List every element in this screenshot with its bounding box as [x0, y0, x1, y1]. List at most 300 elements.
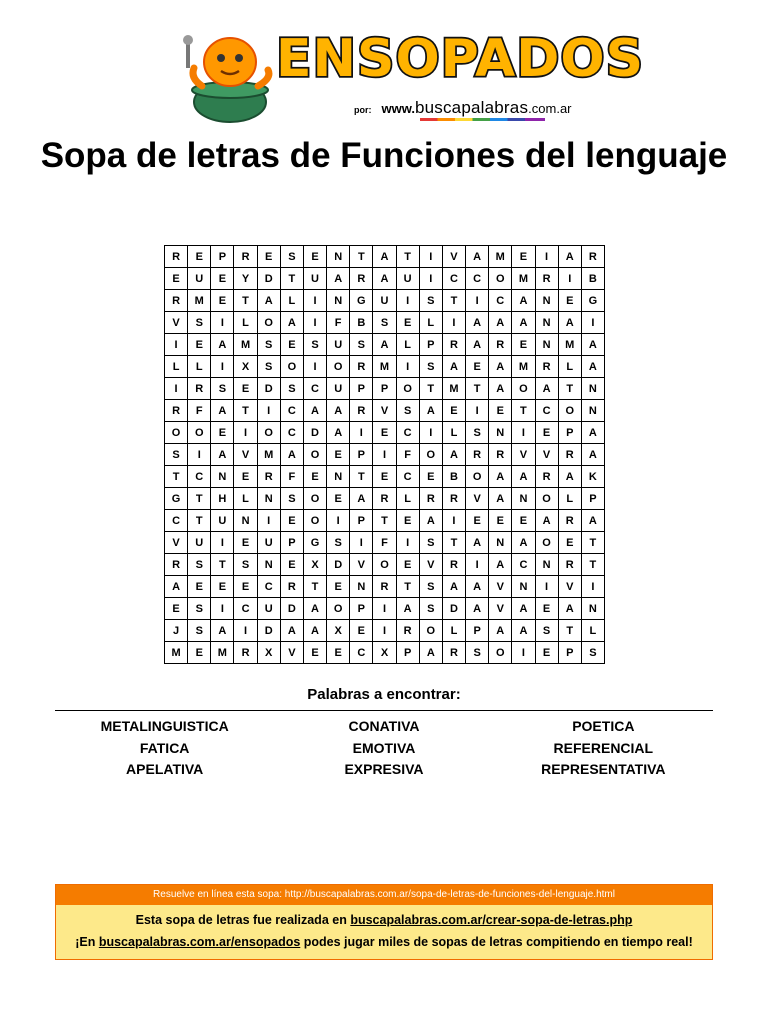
grid-cell[interactable]: A — [211, 444, 234, 466]
grid-cell[interactable]: R — [165, 400, 188, 422]
grid-cell[interactable]: A — [489, 488, 512, 510]
grid-cell[interactable]: E — [234, 532, 257, 554]
create-puzzle-link[interactable]: buscapalabras.com.ar/crear-sopa-de-letras.php — [350, 913, 633, 927]
grid-cell[interactable]: A — [350, 488, 373, 510]
grid-cell[interactable]: V — [489, 598, 512, 620]
grid-cell[interactable]: A — [396, 598, 419, 620]
grid-cell[interactable]: A — [581, 510, 604, 532]
grid-cell[interactable]: A — [512, 290, 535, 312]
grid-cell[interactable]: V — [373, 400, 396, 422]
grid-cell[interactable]: O — [303, 510, 326, 532]
grid-cell[interactable]: I — [442, 510, 465, 532]
grid-cell[interactable]: E — [234, 378, 257, 400]
grid-cell[interactable]: T — [419, 378, 442, 400]
grid-cell[interactable]: A — [280, 620, 303, 642]
grid-cell[interactable]: T — [558, 620, 581, 642]
grid-cell[interactable]: A — [327, 422, 350, 444]
grid-cell[interactable]: N — [489, 532, 512, 554]
grid-cell[interactable]: O — [165, 422, 188, 444]
grid-cell[interactable]: U — [373, 290, 396, 312]
grid-cell[interactable]: N — [581, 598, 604, 620]
grid-cell[interactable]: S — [234, 554, 257, 576]
grid-cell[interactable]: M — [512, 268, 535, 290]
grid-cell[interactable]: A — [581, 444, 604, 466]
grid-cell[interactable]: O — [327, 356, 350, 378]
grid-cell[interactable]: A — [442, 356, 465, 378]
grid-cell[interactable]: P — [466, 620, 489, 642]
grid-cell[interactable]: N — [512, 576, 535, 598]
grid-cell[interactable]: X — [303, 554, 326, 576]
grid-cell[interactable]: C — [535, 400, 558, 422]
grid-cell[interactable]: C — [396, 466, 419, 488]
grid-cell[interactable]: T — [350, 466, 373, 488]
grid-cell[interactable]: A — [466, 598, 489, 620]
grid-cell[interactable]: R — [442, 554, 465, 576]
grid-cell[interactable]: I — [350, 422, 373, 444]
grid-cell[interactable]: E — [512, 334, 535, 356]
grid-cell[interactable]: S — [165, 444, 188, 466]
grid-cell[interactable]: C — [442, 268, 465, 290]
grid-cell[interactable]: X — [327, 620, 350, 642]
grid-cell[interactable]: R — [350, 268, 373, 290]
grid-cell[interactable]: T — [396, 576, 419, 598]
ensopados-link[interactable]: buscapalabras.com.ar/ensopados — [98, 935, 301, 949]
grid-cell[interactable]: U — [257, 598, 280, 620]
grid-cell[interactable]: M — [558, 334, 581, 356]
grid-cell[interactable]: S — [257, 334, 280, 356]
grid-cell[interactable]: N — [535, 312, 558, 334]
grid-cell[interactable]: C — [280, 422, 303, 444]
grid-cell[interactable]: X — [234, 356, 257, 378]
grid-cell[interactable]: N — [257, 488, 280, 510]
grid-cell[interactable]: I — [303, 290, 326, 312]
grid-cell[interactable]: N — [327, 246, 350, 268]
grid-cell[interactable]: E — [535, 422, 558, 444]
grid-cell[interactable]: A — [466, 334, 489, 356]
grid-cell[interactable]: R — [489, 444, 512, 466]
grid-cell[interactable]: E — [350, 620, 373, 642]
grid-cell[interactable]: A — [581, 422, 604, 444]
grid-cell[interactable]: E — [489, 510, 512, 532]
grid-cell[interactable]: A — [327, 268, 350, 290]
grid-cell[interactable]: E — [466, 510, 489, 532]
grid-cell[interactable]: V — [558, 576, 581, 598]
grid-cell[interactable]: V — [466, 488, 489, 510]
grid-cell[interactable]: L — [165, 356, 188, 378]
grid-cell[interactable]: X — [257, 642, 280, 664]
grid-cell[interactable]: V — [350, 554, 373, 576]
grid-cell[interactable]: R — [442, 488, 465, 510]
grid-cell[interactable]: T — [396, 246, 419, 268]
grid-cell[interactable]: I — [466, 400, 489, 422]
grid-cell[interactable]: T — [234, 400, 257, 422]
grid-cell[interactable]: R — [280, 576, 303, 598]
grid-cell[interactable]: R — [188, 378, 211, 400]
grid-cell[interactable]: I — [396, 356, 419, 378]
grid-cell[interactable]: I — [234, 620, 257, 642]
grid-cell[interactable]: I — [257, 510, 280, 532]
grid-cell[interactable]: L — [558, 488, 581, 510]
grid-cell[interactable]: U — [327, 378, 350, 400]
grid-cell[interactable]: I — [350, 532, 373, 554]
grid-cell[interactable]: C — [512, 554, 535, 576]
grid-cell[interactable]: G — [350, 290, 373, 312]
grid-cell[interactable]: E — [211, 268, 234, 290]
grid-cell[interactable]: I — [373, 620, 396, 642]
grid-cell[interactable]: U — [257, 532, 280, 554]
grid-cell[interactable]: E — [489, 400, 512, 422]
grid-cell[interactable]: O — [280, 356, 303, 378]
grid-cell[interactable]: F — [396, 444, 419, 466]
grid-cell[interactable]: A — [535, 378, 558, 400]
grid-cell[interactable]: C — [489, 290, 512, 312]
grid-cell[interactable]: V — [442, 246, 465, 268]
grid-cell[interactable]: D — [257, 378, 280, 400]
grid-cell[interactable]: R — [234, 642, 257, 664]
grid-cell[interactable]: J — [165, 620, 188, 642]
grid-cell[interactable]: E — [373, 466, 396, 488]
grid-cell[interactable]: T — [581, 554, 604, 576]
grid-cell[interactable]: Y — [234, 268, 257, 290]
grid-cell[interactable]: P — [396, 642, 419, 664]
grid-cell[interactable]: O — [512, 378, 535, 400]
grid-cell[interactable]: M — [257, 444, 280, 466]
grid-cell[interactable]: P — [419, 334, 442, 356]
grid-cell[interactable]: S — [350, 334, 373, 356]
grid-cell[interactable]: E — [280, 510, 303, 532]
grid-cell[interactable]: D — [257, 620, 280, 642]
grid-cell[interactable]: E — [188, 642, 211, 664]
grid-cell[interactable]: A — [280, 444, 303, 466]
grid-cell[interactable]: E — [211, 422, 234, 444]
grid-cell[interactable]: R — [373, 576, 396, 598]
grid-cell[interactable]: S — [373, 312, 396, 334]
grid-cell[interactable]: A — [466, 576, 489, 598]
grid-cell[interactable]: I — [419, 422, 442, 444]
grid-cell[interactable]: O — [303, 444, 326, 466]
grid-cell[interactable]: A — [512, 532, 535, 554]
grid-cell[interactable]: I — [211, 598, 234, 620]
grid-cell[interactable]: L — [234, 488, 257, 510]
grid-cell[interactable]: I — [419, 246, 442, 268]
grid-cell[interactable]: E — [558, 532, 581, 554]
grid-cell[interactable]: L — [280, 290, 303, 312]
grid-cell[interactable]: P — [558, 642, 581, 664]
grid-cell[interactable]: R — [165, 554, 188, 576]
grid-cell[interactable]: I — [234, 422, 257, 444]
grid-cell[interactable]: I — [373, 444, 396, 466]
grid-cell[interactable]: C — [257, 576, 280, 598]
grid-cell[interactable]: R — [535, 268, 558, 290]
grid-cell[interactable]: R — [466, 444, 489, 466]
grid-cell[interactable]: A — [303, 598, 326, 620]
grid-cell[interactable]: I — [581, 312, 604, 334]
grid-cell[interactable]: V — [535, 444, 558, 466]
grid-cell[interactable]: I — [257, 400, 280, 422]
grid-cell[interactable]: T — [165, 466, 188, 488]
grid-cell[interactable]: E — [234, 576, 257, 598]
grid-cell[interactable]: R — [489, 334, 512, 356]
grid-cell[interactable]: A — [280, 312, 303, 334]
grid-cell[interactable]: A — [257, 290, 280, 312]
grid-cell[interactable]: T — [442, 290, 465, 312]
grid-cell[interactable]: S — [188, 620, 211, 642]
grid-cell[interactable]: N — [350, 576, 373, 598]
grid-cell[interactable]: T — [512, 400, 535, 422]
grid-cell[interactable]: N — [512, 488, 535, 510]
grid-cell[interactable]: M — [512, 356, 535, 378]
grid-cell[interactable]: O — [257, 312, 280, 334]
grid-cell[interactable]: S — [419, 576, 442, 598]
grid-cell[interactable]: M — [442, 378, 465, 400]
grid-cell[interactable]: S — [280, 378, 303, 400]
grid-cell[interactable]: V — [489, 576, 512, 598]
grid-cell[interactable]: V — [165, 532, 188, 554]
grid-cell[interactable]: R — [535, 466, 558, 488]
grid-cell[interactable]: M — [373, 356, 396, 378]
grid-cell[interactable]: H — [211, 488, 234, 510]
grid-cell[interactable]: A — [466, 312, 489, 334]
grid-cell[interactable]: S — [280, 246, 303, 268]
grid-cell[interactable]: S — [257, 356, 280, 378]
grid-cell[interactable]: A — [512, 466, 535, 488]
grid-cell[interactable]: I — [211, 356, 234, 378]
grid-cell[interactable]: K — [581, 466, 604, 488]
grid-cell[interactable]: S — [327, 532, 350, 554]
grid-cell[interactable]: A — [558, 312, 581, 334]
grid-cell[interactable]: F — [373, 532, 396, 554]
grid-cell[interactable]: P — [558, 422, 581, 444]
grid-cell[interactable]: S — [419, 356, 442, 378]
grid-cell[interactable]: C — [280, 400, 303, 422]
grid-cell[interactable]: A — [442, 444, 465, 466]
grid-cell[interactable]: C — [188, 466, 211, 488]
grid-cell[interactable]: I — [512, 642, 535, 664]
grid-cell[interactable]: A — [558, 246, 581, 268]
grid-cell[interactable]: O — [396, 378, 419, 400]
grid-cell[interactable]: O — [489, 642, 512, 664]
grid-cell[interactable]: C — [165, 510, 188, 532]
grid-cell[interactable]: P — [373, 378, 396, 400]
grid-cell[interactable]: R — [419, 488, 442, 510]
grid-cell[interactable]: U — [211, 510, 234, 532]
grid-cell[interactable]: T — [442, 532, 465, 554]
grid-cell[interactable]: A — [489, 466, 512, 488]
grid-cell[interactable]: A — [373, 246, 396, 268]
grid-cell[interactable]: P — [350, 444, 373, 466]
grid-cell[interactable]: P — [350, 598, 373, 620]
grid-cell[interactable]: R — [558, 510, 581, 532]
grid-cell[interactable]: O — [327, 598, 350, 620]
grid-cell[interactable]: L — [558, 356, 581, 378]
grid-cell[interactable]: A — [419, 510, 442, 532]
grid-cell[interactable]: I — [466, 554, 489, 576]
grid-cell[interactable]: T — [211, 554, 234, 576]
grid-cell[interactable]: A — [581, 356, 604, 378]
grid-cell[interactable]: A — [211, 620, 234, 642]
grid-cell[interactable]: O — [419, 620, 442, 642]
grid-cell[interactable]: N — [581, 378, 604, 400]
grid-cell[interactable]: U — [327, 334, 350, 356]
grid-cell[interactable]: O — [489, 268, 512, 290]
grid-cell[interactable]: N — [489, 422, 512, 444]
grid-cell[interactable]: R — [165, 246, 188, 268]
grid-cell[interactable]: I — [303, 312, 326, 334]
grid-cell[interactable]: C — [396, 422, 419, 444]
grid-cell[interactable]: A — [558, 466, 581, 488]
grid-cell[interactable]: N — [535, 554, 558, 576]
grid-cell[interactable]: I — [581, 576, 604, 598]
grid-cell[interactable]: R — [350, 356, 373, 378]
grid-cell[interactable]: I — [396, 532, 419, 554]
grid-cell[interactable]: A — [419, 642, 442, 664]
grid-cell[interactable]: S — [419, 290, 442, 312]
grid-cell[interactable]: S — [303, 334, 326, 356]
grid-cell[interactable]: T — [466, 378, 489, 400]
grid-cell[interactable]: I — [165, 334, 188, 356]
grid-cell[interactable]: L — [234, 312, 257, 334]
grid-cell[interactable]: R — [442, 334, 465, 356]
grid-cell[interactable]: S — [188, 554, 211, 576]
grid-cell[interactable]: S — [535, 620, 558, 642]
grid-cell[interactable]: I — [188, 444, 211, 466]
grid-cell[interactable]: A — [489, 378, 512, 400]
grid-cell[interactable]: A — [466, 246, 489, 268]
grid-cell[interactable]: P — [350, 378, 373, 400]
grid-cell[interactable]: T — [373, 510, 396, 532]
grid-cell[interactable]: T — [280, 268, 303, 290]
grid-cell[interactable]: A — [211, 400, 234, 422]
grid-cell[interactable]: E — [327, 642, 350, 664]
grid-cell[interactable]: U — [396, 268, 419, 290]
grid-cell[interactable]: E — [211, 290, 234, 312]
grid-cell[interactable]: S — [581, 642, 604, 664]
grid-cell[interactable]: S — [419, 598, 442, 620]
grid-cell[interactable]: I — [396, 290, 419, 312]
grid-cell[interactable]: S — [280, 488, 303, 510]
grid-cell[interactable]: E — [512, 510, 535, 532]
grid-cell[interactable]: I — [535, 576, 558, 598]
grid-cell[interactable]: E — [280, 554, 303, 576]
grid-cell[interactable]: E — [257, 246, 280, 268]
grid-cell[interactable]: A — [512, 598, 535, 620]
grid-cell[interactable]: N — [234, 510, 257, 532]
grid-cell[interactable]: A — [303, 620, 326, 642]
grid-cell[interactable]: E — [188, 576, 211, 598]
grid-cell[interactable]: S — [466, 422, 489, 444]
grid-cell[interactable]: E — [396, 510, 419, 532]
grid-cell[interactable]: E — [234, 466, 257, 488]
grid-cell[interactable]: A — [419, 400, 442, 422]
grid-cell[interactable]: R — [396, 620, 419, 642]
grid-cell[interactable]: A — [303, 400, 326, 422]
grid-cell[interactable]: A — [489, 554, 512, 576]
grid-cell[interactable]: B — [581, 268, 604, 290]
grid-cell[interactable]: T — [188, 510, 211, 532]
grid-cell[interactable]: E — [303, 466, 326, 488]
grid-cell[interactable]: E — [558, 290, 581, 312]
grid-cell[interactable]: E — [419, 466, 442, 488]
grid-cell[interactable]: N — [535, 334, 558, 356]
grid-cell[interactable]: A — [489, 620, 512, 642]
grid-cell[interactable]: C — [234, 598, 257, 620]
grid-cell[interactable]: T — [558, 378, 581, 400]
grid-cell[interactable]: P — [350, 510, 373, 532]
grid-cell[interactable]: D — [280, 598, 303, 620]
grid-cell[interactable]: F — [280, 466, 303, 488]
grid-cell[interactable]: O — [188, 422, 211, 444]
grid-cell[interactable]: B — [350, 312, 373, 334]
grid-cell[interactable]: O — [466, 466, 489, 488]
grid-cell[interactable]: G — [303, 532, 326, 554]
grid-cell[interactable]: S — [396, 400, 419, 422]
grid-cell[interactable]: R — [581, 246, 604, 268]
grid-cell[interactable]: M — [188, 290, 211, 312]
grid-cell[interactable]: G — [581, 290, 604, 312]
grid-cell[interactable]: N — [535, 290, 558, 312]
grid-cell[interactable]: E — [188, 246, 211, 268]
grid-cell[interactable]: I — [327, 510, 350, 532]
grid-cell[interactable]: I — [535, 246, 558, 268]
grid-cell[interactable]: E — [303, 246, 326, 268]
grid-cell[interactable]: E — [373, 422, 396, 444]
grid-cell[interactable]: A — [489, 312, 512, 334]
grid-cell[interactable]: A — [558, 598, 581, 620]
grid-cell[interactable]: R — [165, 290, 188, 312]
grid-cell[interactable]: L — [442, 422, 465, 444]
grid-cell[interactable]: R — [234, 246, 257, 268]
grid-cell[interactable]: N — [211, 466, 234, 488]
grid-cell[interactable]: O — [303, 488, 326, 510]
grid-cell[interactable]: E — [466, 356, 489, 378]
grid-cell[interactable]: U — [188, 532, 211, 554]
grid-cell[interactable]: S — [466, 642, 489, 664]
grid-cell[interactable]: X — [373, 642, 396, 664]
grid-cell[interactable]: M — [165, 642, 188, 664]
grid-cell[interactable]: E — [280, 334, 303, 356]
grid-cell[interactable]: I — [466, 290, 489, 312]
grid-cell[interactable]: A — [211, 334, 234, 356]
grid-cell[interactable]: A — [512, 620, 535, 642]
grid-cell[interactable]: A — [165, 576, 188, 598]
grid-cell[interactable]: I — [211, 532, 234, 554]
grid-cell[interactable]: I — [165, 378, 188, 400]
grid-cell[interactable]: M — [489, 246, 512, 268]
grid-cell[interactable]: C — [466, 268, 489, 290]
grid-cell[interactable]: I — [442, 312, 465, 334]
grid-cell[interactable]: E — [442, 400, 465, 422]
grid-cell[interactable]: A — [373, 268, 396, 290]
grid-cell[interactable]: C — [350, 642, 373, 664]
grid-cell[interactable]: D — [303, 422, 326, 444]
grid-cell[interactable]: R — [350, 400, 373, 422]
grid-cell[interactable]: S — [188, 598, 211, 620]
grid-cell[interactable]: E — [396, 554, 419, 576]
grid-cell[interactable]: R — [373, 488, 396, 510]
grid-cell[interactable]: S — [211, 378, 234, 400]
grid-cell[interactable]: F — [327, 312, 350, 334]
grid-cell[interactable]: L — [419, 312, 442, 334]
grid-cell[interactable]: I — [419, 268, 442, 290]
grid-cell[interactable]: M — [234, 334, 257, 356]
grid-cell[interactable]: E — [327, 576, 350, 598]
grid-cell[interactable]: F — [188, 400, 211, 422]
grid-cell[interactable]: R — [558, 554, 581, 576]
grid-cell[interactable]: A — [327, 400, 350, 422]
grid-cell[interactable]: P — [211, 246, 234, 268]
grid-cell[interactable]: E — [188, 334, 211, 356]
grid-cell[interactable]: A — [535, 510, 558, 532]
